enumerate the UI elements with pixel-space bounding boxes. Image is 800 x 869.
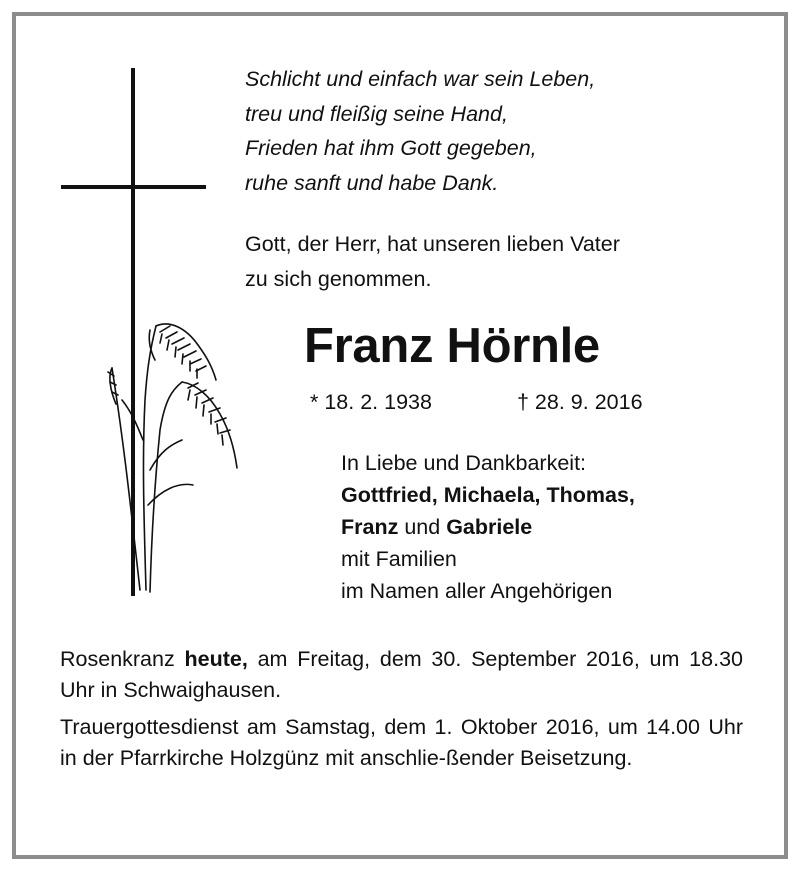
mourners-relatives: im Namen aller Angehörigen: [341, 579, 613, 603]
rosary-info: [60, 644, 743, 706]
rosary-details: am Freitag, dem 30. September 2016, um 18.30 Uhr in Schwaighausen.: [60, 647, 743, 702]
birth-date: * 18. 2. 1938: [310, 390, 432, 414]
mourners-block: [341, 447, 635, 607]
intro-line: Gott, der Herr, hat unseren lieben Vater: [245, 232, 620, 256]
rosary-emphasis: heute,: [184, 647, 248, 671]
poem-line: treu und fleißig seine Hand,: [245, 101, 508, 126]
mourners-conjunction: und: [404, 515, 441, 539]
mourners-names: Gottfried, Michaela, Thomas,: [341, 483, 635, 507]
poem-line: Frieden hat ihm Gott gegeben,: [245, 136, 537, 160]
funeral-info: Trauergottesdienst am Samstag, dem 1. Oktober 2016, um 14.00 Uhr in der Pfarrkirche Holzgünz mit anschlie-ßender Beisetzung.: [60, 715, 743, 770]
mourners-intro: In Liebe und Dankbarkeit:: [341, 451, 587, 475]
rosary-prefix: Rosenkranz: [60, 647, 175, 671]
poem-line: ruhe sanft und habe Dank.: [245, 170, 499, 195]
deceased-name: Franz Hörnle: [304, 319, 600, 373]
death-date: † 28. 9. 2016: [517, 390, 643, 414]
intro-line: zu sich genommen.: [245, 266, 432, 291]
poem: [245, 62, 595, 200]
mourners-names-line: [341, 511, 635, 543]
mourner-name: Franz: [341, 515, 399, 539]
intro-text: [245, 227, 620, 296]
poem-line: Schlicht und einfach war sein Leben,: [245, 67, 596, 91]
mourners-families: mit Familien: [341, 547, 457, 571]
wheat-icon: [108, 324, 237, 592]
mourner-name: Gabriele: [446, 515, 533, 539]
